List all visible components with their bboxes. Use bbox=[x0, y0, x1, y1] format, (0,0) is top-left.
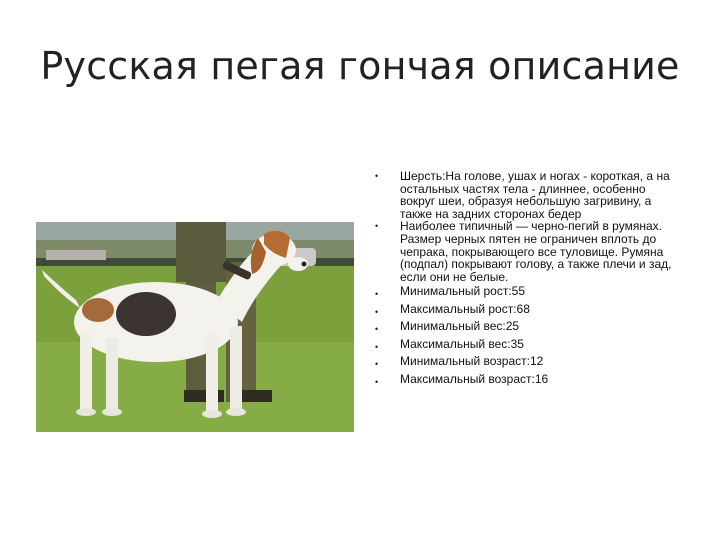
list-item bbox=[372, 283, 682, 301]
bullet-list bbox=[372, 170, 682, 388]
list-item-text: Минимальный рост:55 bbox=[400, 284, 526, 299]
list-item-text: Шерсть:На голове, ушах и ногах - короткая, а на остальных частях тела - длиннее, особенно вокруг шеи, образуя небольшую загривину, а также на задних сторонах бедер bbox=[400, 169, 670, 221]
dog-photo bbox=[36, 222, 354, 432]
list-item bbox=[372, 353, 682, 371]
bullet-icon: • bbox=[375, 324, 379, 335]
list-item-text: Наиболее типичный — черно-пегий в румянах. Размер черных пятен не ограничен вплоть до чепрака, покрывающего все туловище. Румяна (подпал) покрывают голову, а также плечи и зад, если они не белые. bbox=[400, 219, 672, 284]
list-item-text: Максимальный вес:35 bbox=[400, 336, 524, 351]
bullet-icon: • bbox=[375, 221, 379, 232]
bullet-icon: • bbox=[375, 376, 379, 387]
bullet-icon: • bbox=[375, 359, 379, 370]
list-item bbox=[372, 220, 682, 283]
list-item bbox=[372, 336, 682, 354]
bullet-icon: • bbox=[375, 341, 379, 352]
list-item bbox=[372, 371, 682, 389]
list-item-text: Максимальный рост:68 bbox=[400, 301, 530, 316]
slide-title: Русская пегая гончая описание bbox=[40, 44, 680, 88]
list-item-text: Минимальный вес:25 bbox=[400, 319, 520, 334]
list-item-text: Максимальный возраст:16 bbox=[400, 371, 549, 386]
bullet-icon: • bbox=[375, 306, 379, 317]
list-item bbox=[372, 318, 682, 336]
bullet-icon: • bbox=[375, 289, 379, 300]
list-item bbox=[372, 301, 682, 319]
list-item-text: Минимальный возраст:12 bbox=[400, 354, 544, 369]
bullet-icon: • bbox=[375, 171, 379, 181]
list-item bbox=[372, 170, 682, 220]
